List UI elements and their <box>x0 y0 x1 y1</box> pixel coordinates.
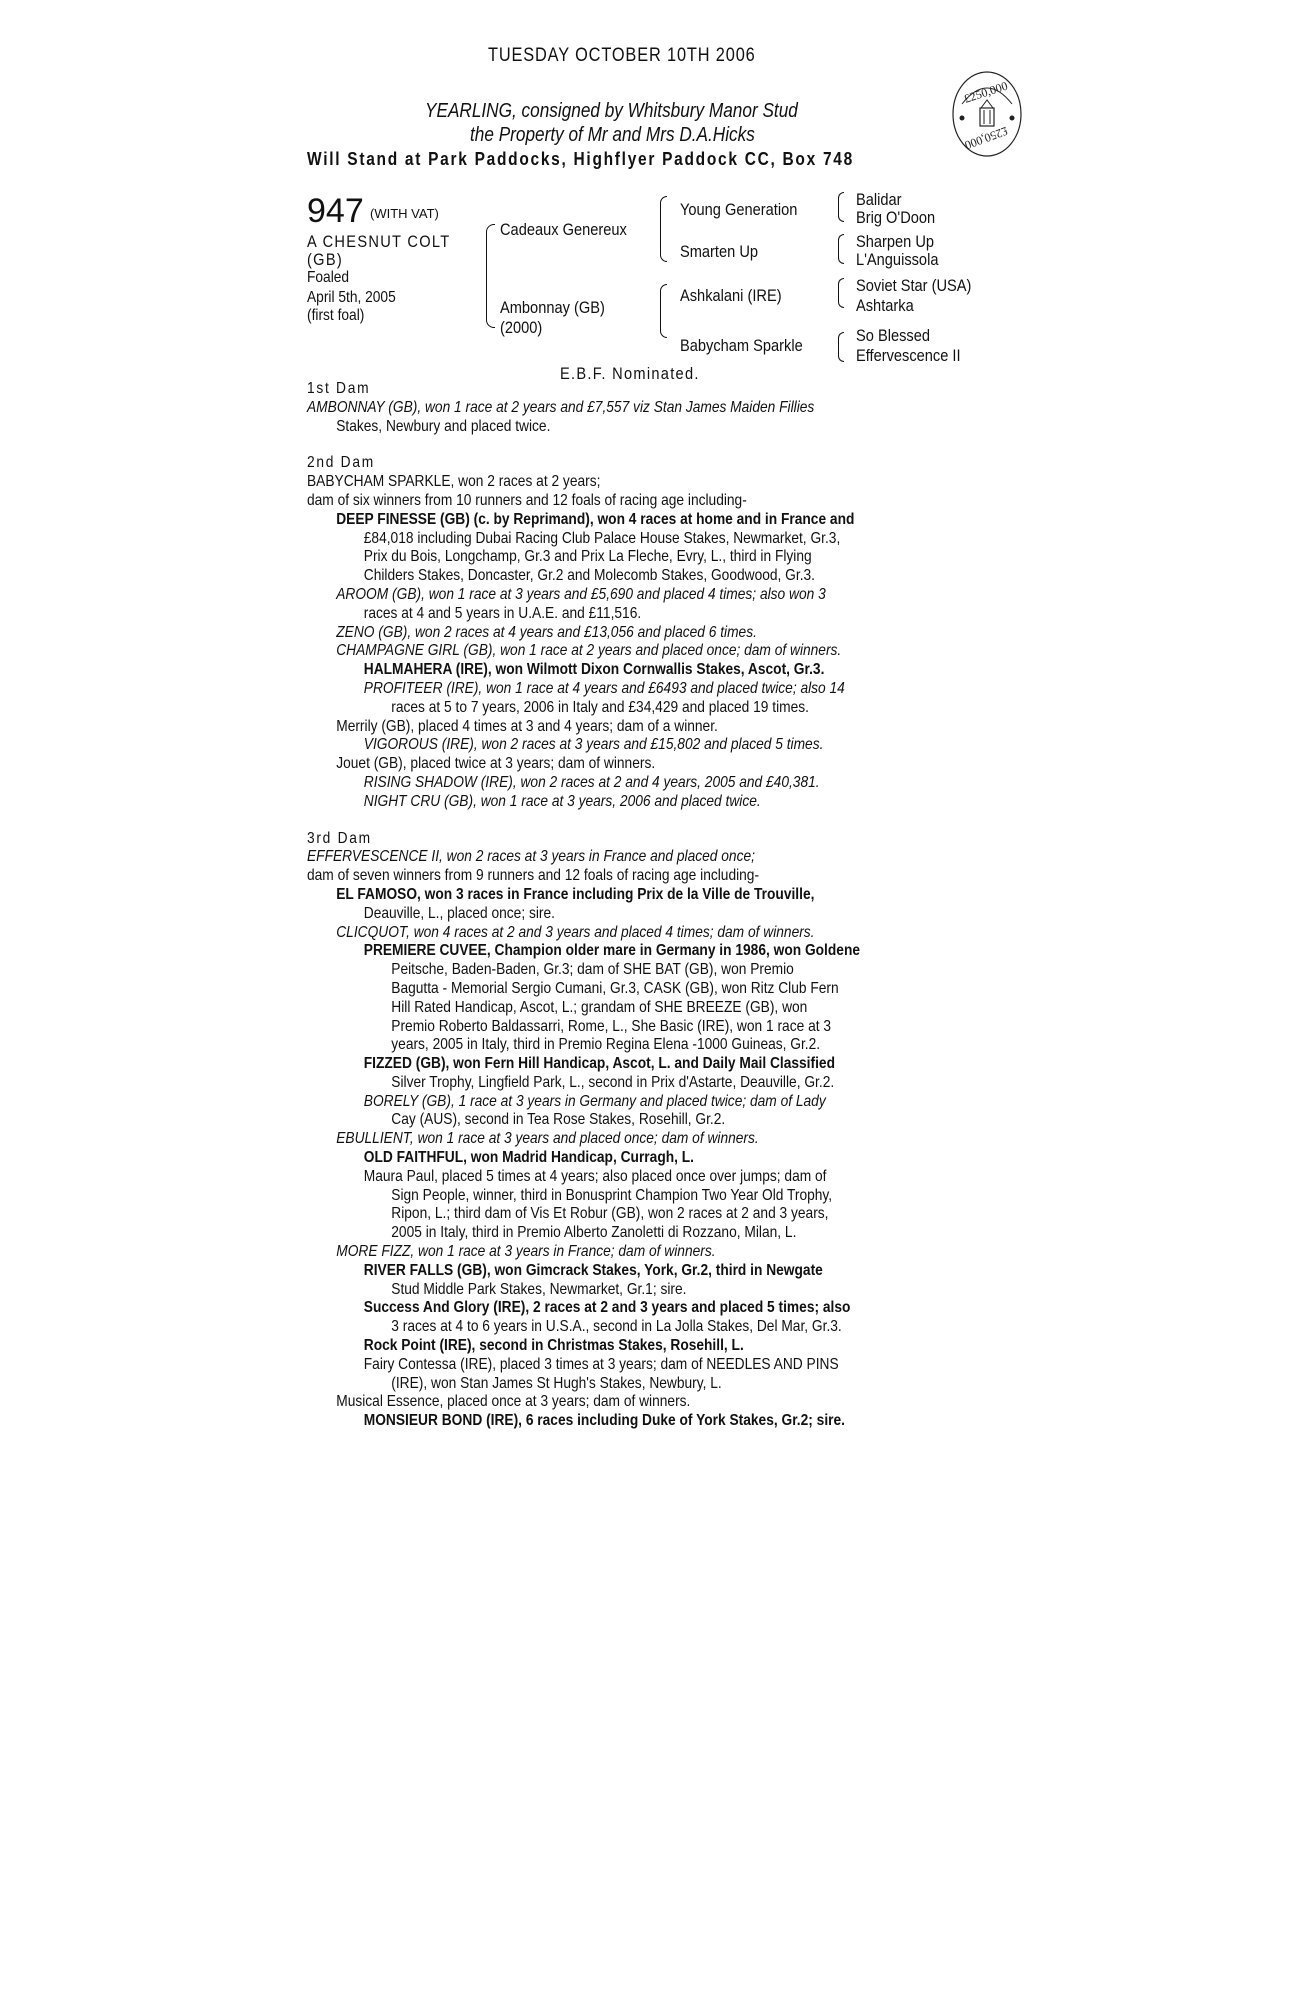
third-dam-line: BORELY (GB), 1 race at 3 years in Germany and placed twice; dam of Lady <box>363 1092 826 1110</box>
pedigree-brace-2b <box>660 284 667 338</box>
third-dam-line: EBULLIENT, won 1 race at 3 years and placed once; dam of winners. <box>336 1130 759 1148</box>
second-dam-line: CHAMPAGNE GIRL (GB), won 1 race at 2 years and placed once; dam of winners. <box>336 642 842 660</box>
third-dam-line: EFFERVESCENCE II, won 2 races at 3 years in France and placed once; <box>307 848 755 866</box>
third-dam-line: MORE FIZZ, won 1 race at 3 years in France; dam of winners. <box>336 1243 716 1261</box>
second-dam-line: VIGOROUS (IRE), won 2 races at 3 years and £15,802 and placed 5 times. <box>363 736 824 754</box>
pedigree-dss: Soviet Star (USA) <box>856 276 972 295</box>
pedigree-sds: Sharpen Up <box>856 232 935 251</box>
third-dam-line: Hill Rated Handicap, Ascot, L.; grandam of SHE BREEZE (GB), won <box>391 998 808 1016</box>
consignor-line: YEARLING, consigned by Whitsbury Manor Stud <box>425 100 798 122</box>
pedigree-dam-dam: Babycham Sparkle <box>680 336 803 355</box>
second-dam-line: Prix du Bois, Longchamp, Gr.3 and Prix La Fleche, Evry, L., third in Flying <box>363 548 812 566</box>
foaled-date: April 5th, 2005 <box>307 289 396 306</box>
pedigree-dam: Ambonnay (GB) <box>500 298 605 317</box>
pedigree-sire-dam: Smarten Up <box>680 242 759 261</box>
first-dam-heading: 1st Dam <box>307 380 371 397</box>
third-dam-line: EL FAMOSO, won 3 races in France including Prix de la Ville de Trouville, <box>336 885 815 903</box>
horse-origin: (GB) <box>307 250 344 269</box>
second-dam-line: races at 5 to 7 years, 2006 in Italy and £34,429 and placed 19 times. <box>391 698 809 716</box>
third-dam-line: Cay (AUS), second in Tea Rose Stakes, Rosehill, Gr.2. <box>391 1111 726 1129</box>
third-dam-line: years, 2005 in Italy, third in Premio Regina Elena -1000 Guineas, Gr.2. <box>391 1036 821 1054</box>
pedigree-sss: Balidar <box>856 190 902 209</box>
third-dam-line: Ripon, L.; third dam of Vis Et Robur (GB), won 2 races at 2 and 3 years, <box>391 1205 829 1223</box>
pedigree-brace-2a <box>660 196 667 262</box>
pedigree-brace-3b <box>838 234 844 264</box>
third-dam-line: Bagutta - Memorial Sergio Cumani, Gr.3, CASK (GB), won Ritz Club Fern <box>391 979 839 997</box>
third-dam-line: Silver Trophy, Lingfield Park, L., second in Prix d'Astarte, Deauville, Gr.2. <box>391 1073 835 1091</box>
second-dam-line: BABYCHAM SPARKLE, won 2 races at 2 years; <box>307 473 601 491</box>
stand-location: Will Stand at Park Paddocks, Highflyer Paddock CC, Box 748 <box>307 149 854 169</box>
second-dam-line: ZENO (GB), won 2 races at 4 years and £13,056 and placed 6 times. <box>336 623 757 641</box>
svg-text:£250,000: £250,000 <box>962 78 1010 106</box>
foal-note: (first foal) <box>307 307 365 324</box>
pedigree-brace-1 <box>486 224 495 328</box>
pedigree-ddd: Effervescence II <box>856 346 961 365</box>
lot-number: 947 <box>307 192 364 230</box>
second-dam-heading: 2nd Dam <box>307 454 375 472</box>
pedigree-sire: Cadeaux Genereux <box>500 220 627 239</box>
third-dam-line: Musical Essence, placed once at 3 years; dam of winners. <box>336 1393 691 1411</box>
third-dam-heading: 3rd Dam <box>307 829 372 847</box>
third-dam-line: RIVER FALLS (GB), won Gimcrack Stakes, York, Gr.2, third in Newgate <box>363 1261 823 1279</box>
pedigree-sdd: L'Anguissola <box>856 250 939 269</box>
third-dam-line: dam of seven winners from 9 runners and 12 foals of racing age including- <box>307 867 760 885</box>
second-dam-line: RISING SHADOW (IRE), won 2 races at 2 and 4 years, 2005 and £40,381. <box>363 773 820 791</box>
third-dam-line: Stud Middle Park Stakes, Newmarket, Gr.1; sire. <box>391 1280 687 1298</box>
pedigree-brace-3d <box>838 332 844 362</box>
third-dam-line: Sign People, winner, third in Bonusprint Champion Two Year Old Trophy, <box>391 1186 833 1204</box>
third-dam-line: OLD FAITHFUL, won Madrid Handicap, Curragh, L. <box>363 1149 694 1167</box>
third-dam-line: FIZZED (GB), won Fern Hill Handicap, Ascot, L. and Daily Mail Classified <box>363 1055 835 1073</box>
pedigree-dam-sire: Ashkalani (IRE) <box>680 286 782 305</box>
third-dam-line: 2005 in Italy, third in Premio Alberto Zanoletti di Rozzano, Milan, L. <box>391 1224 797 1242</box>
dam-records <box>307 380 1290 1431</box>
ebf-nomination: E.B.F. Nominated. <box>560 364 700 383</box>
third-dam-line: Maura Paul, placed 5 times at 4 years; also placed once over jumps; dam of <box>363 1167 827 1185</box>
price-seal-icon <box>948 66 1026 162</box>
second-dam-line: races at 4 and 5 years in U.A.E. and £11,516. <box>363 604 642 622</box>
second-dam-line: DEEP FINESSE (GB) (c. by Reprimand), won 4 races at home and in France and <box>336 510 855 528</box>
third-dam-line: 3 races at 4 to 6 years in U.S.A., second in La Jolla Stakes, Del Mar, Gr.3. <box>391 1318 842 1336</box>
third-dam-line: Success And Glory (IRE), 2 races at 2 and 3 years and placed 5 times; also <box>363 1299 851 1317</box>
second-dam-line: NIGHT CRU (GB), won 1 race at 3 years, 2006 and placed twice. <box>363 792 761 810</box>
third-dam-line: Deauville, L., placed once; sire. <box>363 904 555 922</box>
pedigree-dds: So Blessed <box>856 326 930 345</box>
second-dam-line: HALMAHERA (IRE), won Wilmott Dixon Cornwallis Stakes, Ascot, Gr.3. <box>363 661 825 679</box>
second-dam-line: Merrily (GB), placed 4 times at 3 and 4 years; dam of a winner. <box>336 717 718 735</box>
foaled-label: Foaled <box>307 269 350 286</box>
third-dam-line: Rock Point (IRE), second in Christmas Stakes, Rosehill, L. <box>363 1337 744 1355</box>
second-dam-line: Childers Stakes, Doncaster, Gr.2 and Molecomb Stakes, Goodwood, Gr.3. <box>363 567 816 585</box>
third-dam-line: PREMIERE CUVEE, Champion older mare in Germany in 1986, won Goldene <box>363 942 861 960</box>
pedigree-dam-year: (2000) <box>500 318 543 337</box>
second-dam-line: PROFITEER (IRE), won 1 race at 4 years and £6493 and placed twice; also 14 <box>363 679 845 697</box>
pedigree-ssd: Brig O'Doon <box>856 208 936 227</box>
vat-note: (WITH VAT) <box>370 206 439 221</box>
third-dam-line: CLICQUOT, won 4 races at 2 and 3 years and placed 4 times; dam of winners. <box>336 923 815 941</box>
pedigree-sire-sire: Young Generation <box>680 200 798 219</box>
horse-description: A CHESNUT COLT <box>307 232 451 251</box>
second-dam-line: Jouet (GB), placed twice at 3 years; dam of winners. <box>336 755 656 773</box>
third-dam-line: MONSIEUR BOND (IRE), 6 races including Duke of York Stakes, Gr.2; sire. <box>363 1412 845 1430</box>
first-dam-line: Stakes, Newbury and placed twice. <box>336 417 551 435</box>
sale-date: TUESDAY OCTOBER 10TH 2006 <box>488 45 756 66</box>
third-dam-line: Fairy Contessa (IRE), placed 3 times at 3 years; dam of NEEDLES AND PINS <box>363 1355 839 1373</box>
second-dam-line: dam of six winners from 10 runners and 12 foals of racing age including- <box>307 491 747 509</box>
second-dam-line: £84,018 including Dubai Racing Club Palace House Stakes, Newmarket, Gr.3, <box>363 529 841 547</box>
svg-text:£250,000: £250,000 <box>962 123 1010 153</box>
third-dam-line: Premio Roberto Baldassarri, Rome, L., She Basic (IRE), won 1 race at 3 <box>391 1017 832 1035</box>
first-dam-line: AMBONNAY (GB), won 1 race at 2 years and £7,557 viz Stan James Maiden Fillies <box>307 398 815 416</box>
pedigree-brace-3a <box>838 192 844 222</box>
second-dam-line: AROOM (GB), won 1 race at 3 years and £5,690 and placed 4 times; also won 3 <box>336 585 826 603</box>
third-dam-line: (IRE), won Stan James St Hugh's Stakes, Newbury, L. <box>391 1374 722 1392</box>
pedigree-brace-3c <box>838 278 844 308</box>
third-dam-line: Peitsche, Baden-Baden, Gr.3; dam of SHE BAT (GB), won Premio <box>391 961 794 979</box>
pedigree-dsd: Ashtarka <box>856 296 914 315</box>
owner-line: the Property of Mr and Mrs D.A.Hicks <box>470 124 755 146</box>
